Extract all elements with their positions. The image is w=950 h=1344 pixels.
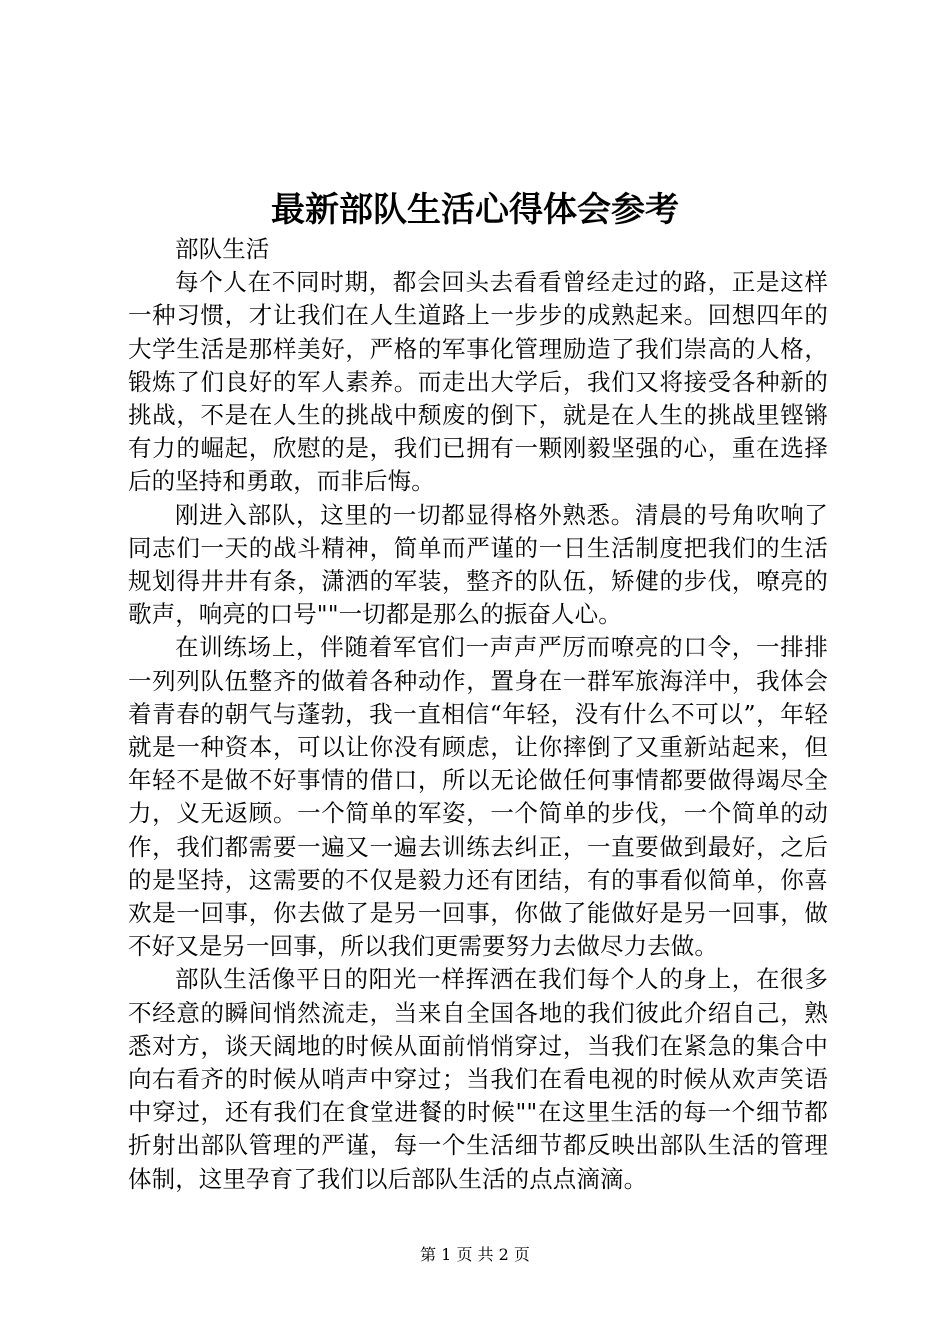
paragraph: 部队生活像平日的阳光一样挥洒在我们每个人的身上，在很多不经意的瞬间悄然流走，当来自全国各地的我们彼此介绍自己，熟悉对方，谈天阔地的时候从面前悄悄穿过，当我们在紧急的集合中向右看齐的时候从哨声中穿过；当我们在看电视的时候从欢声笑语中穿过，还有我们在食堂进餐的时候""在这里生活的每一个细节都折射出部队管理的严谨，每一个生活细节都反映出部队生活的管理体制，这里孕育了我们以后部队生活的点点滴滴。 [128, 965, 828, 1193]
page-number-footer: 第 1 页 共 2 页 [420, 1245, 530, 1264]
paragraph: 刚进入部队，这里的一切都显得格外熟悉。清晨的号角吹响了同志们一天的战斗精神，简单而严谨的一日生活制度把我们的生活规划得井井有条，潇洒的军装，整齐的队伍，矫健的步伐，嘹亮的歌声，响亮的口号""一切都是那么的振奋人心。 [128, 500, 828, 629]
document-body [128, 233, 828, 1196]
paragraph: 在训练场上，伴随着军官们一声声严厉而嘹亮的口令，一排排一列列队伍整齐的做着各种动作，置身在一群军旅海洋中，我体会着青春的朝气与蓬勃，我一直相信“年轻，没有什么不可以”，年轻就是一种资本，可以让你没有顾虑，让你摔倒了又重新站起来，但年轻不是做不好事情的借口，所以无论做任何事情都要做得竭尽全力，义无返顾。一个简单的军姿，一个简单的步伐，一个简单的动作，我们都需要一遍又一遍去训练去纠正，一直要做到最好，之后的是坚持，这需要的不仅是毅力还有团结，有的事看似简单，你喜欢是一回事，你去做了是另一回事，你做了能做好是另一回事，做不好又是另一回事，所以我们更需要努力去做尽力去做。 [128, 633, 828, 961]
paragraph: 每个人在不同时期，都会回头去看看曾经走过的路，正是这样一种习惯，才让我们在人生道路上一步步的成熟起来。回想四年的大学生活是那样美好，严格的军事化管理励造了我们崇高的人格，锻炼了们良好的军人素养。而走出大学后，我们又将接受各种新的挑战，不是在人生的挑战中颓废的倒下，就是在人生的挑战里铿锵有力的崛起，欣慰的是，我们已拥有一颗刚毅坚强的心，重在选择后的坚持和勇敢，而非后悔。 [128, 268, 828, 496]
document-title: 最新部队生活心得体会参考 [271, 190, 679, 230]
paragraph-heading: 部队生活 [175, 235, 270, 263]
